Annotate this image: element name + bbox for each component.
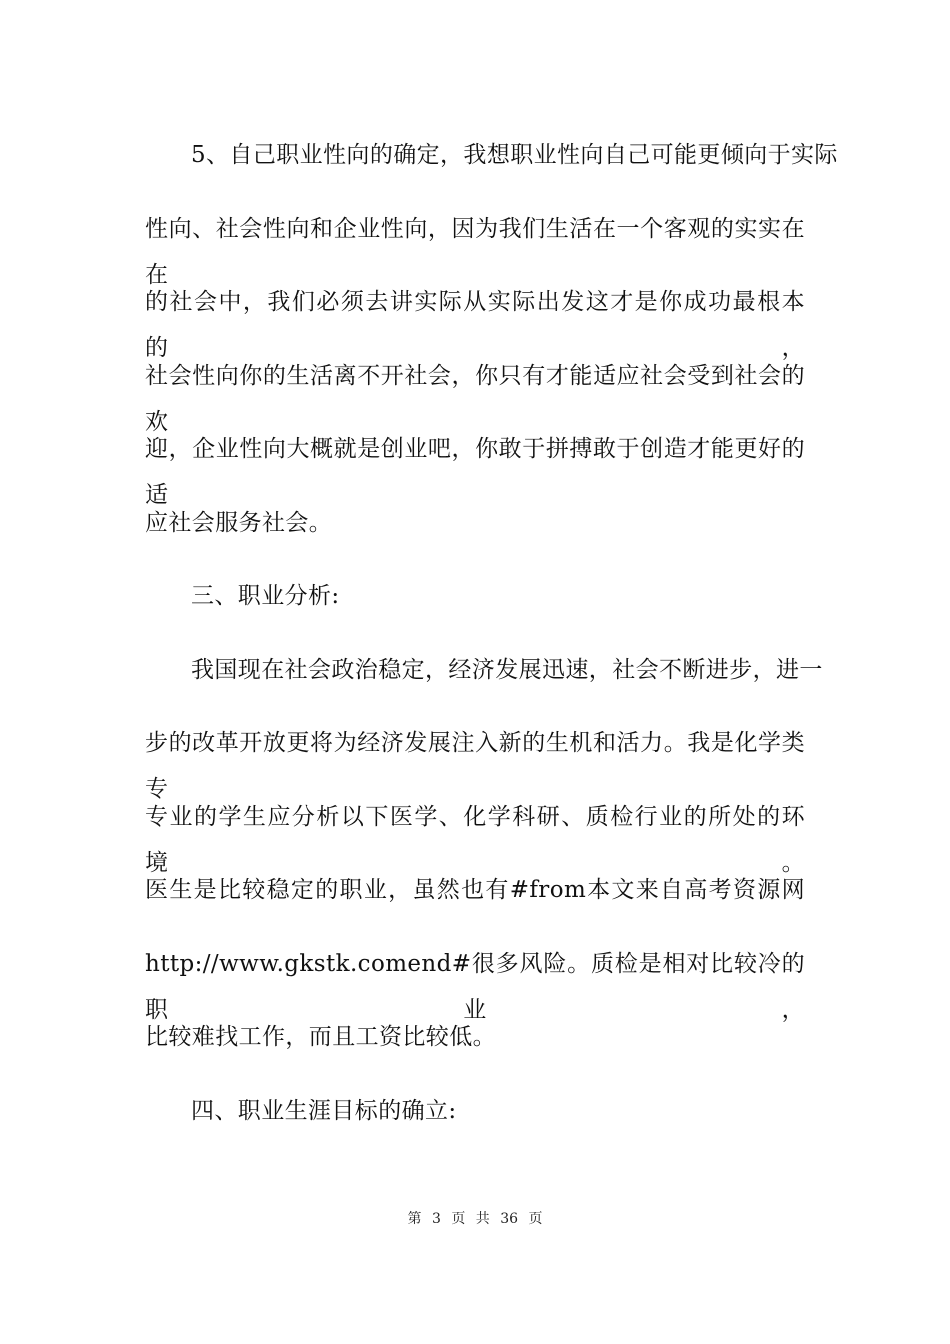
paragraph-line: 我国现在社会政治稳定，经济发展迅速，社会不断进步，进一 xyxy=(191,656,823,683)
footer-current-page: 3 xyxy=(431,1211,441,1227)
paragraph-line: 社会性向你的生活离不开社会，你只有才能适应社会受到社会的欢 xyxy=(145,362,805,435)
paragraph-line: 应社会服务社会。 xyxy=(145,509,333,536)
paragraph-line: 性向、社会性向和企业性向，因为我们生活在一个客观的实实在在 xyxy=(145,215,805,288)
paragraph-line: 步的改革开放更将为经济发展注入新的生机和活力。我是化学类专 xyxy=(145,730,805,802)
section-heading-3: 三、职业分析: xyxy=(191,583,340,609)
paragraph-line: 迎，企业性向大概就是创业吧，你敢于拼搏敢于创造才能更好的适 xyxy=(145,436,805,508)
paragraph-line: 医生是比较稳定的职业，虽然也有#from本文来自高考资源网 xyxy=(145,877,805,903)
footer-prefix: 第 xyxy=(407,1211,422,1227)
footer-total-word: 共 xyxy=(475,1211,490,1227)
section-heading-4: 四、职业生涯目标的确立: xyxy=(191,1097,457,1124)
footer-suffix: 页 xyxy=(528,1211,543,1227)
document-body xyxy=(145,132,838,1161)
paragraph-line: http://www.gkstk.comend#很多风险。质检是相对比较冷的职业， xyxy=(145,950,805,1023)
paragraph-line: 专业的学生应分析以下医学、化学科研、质检行业的所处的环境。 xyxy=(145,803,805,876)
paragraph-line: 5、自己职业性向的确定，我想职业性向自己可能更倾向于实际 xyxy=(191,142,838,168)
footer-total-pages: 36 xyxy=(500,1211,519,1227)
footer-page-word: 页 xyxy=(451,1211,466,1227)
page-footer xyxy=(0,1208,950,1228)
paragraph-line: 的社会中，我们必须去讲实际从实际出发这才是你成功最根本的， xyxy=(145,289,805,361)
paragraph-line: 比较难找工作，而且工资比较低。 xyxy=(145,1024,496,1050)
